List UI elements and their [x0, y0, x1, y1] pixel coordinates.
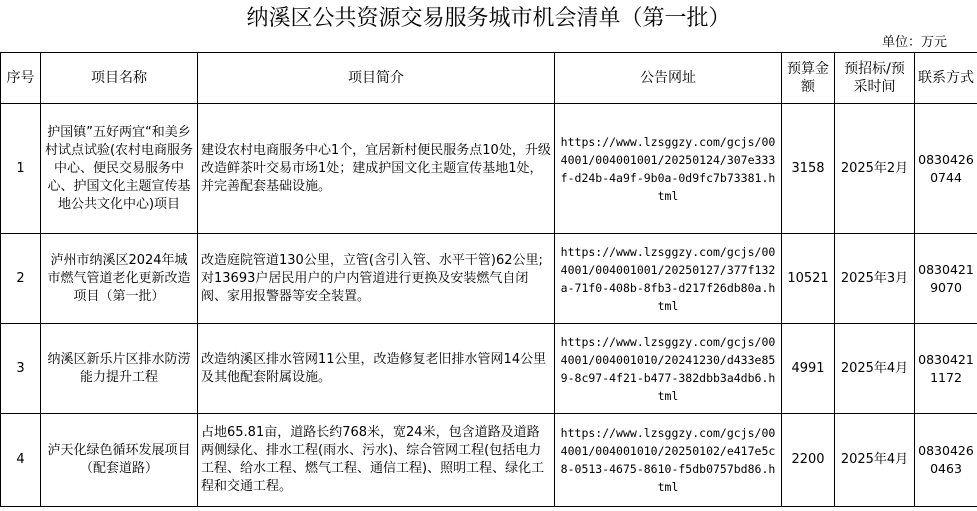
cell-contact[interactable]: 08304260463	[915, 414, 977, 507]
header-index[interactable]: 序号	[1, 53, 41, 104]
cell-url[interactable]: https://www.lzsggzy.com/gcjs/004001/004001010/20250102/e417e5c8-0513-4675-8610-f5db0757bd86.html	[555, 414, 782, 507]
table-row	[1, 414, 977, 507]
cell-contact[interactable]: 08304219070	[915, 234, 977, 324]
table-row	[1, 234, 977, 324]
cell-budget[interactable]: 4991	[782, 324, 835, 414]
cell-name[interactable]: 泸州市纳溪区2024年城市燃气管道老化更新改造项目（第一批）	[41, 234, 198, 324]
cell-description[interactable]: 建设农村电商服务中心1个，宜居新村便民服务点10处，升级改造鲜茶叶交易市场1处；建成护国文化主题宣传基地1处，并完善配套基础设施。	[198, 104, 555, 234]
header-time[interactable]: 预招标/预采时间	[835, 53, 915, 104]
document-title: 纳溪区公共资源交易服务城市机会清单（第一批）	[246, 6, 731, 31]
table-row	[1, 324, 977, 414]
cell-budget[interactable]: 2200	[782, 414, 835, 507]
cell-budget[interactable]: 3158	[782, 104, 835, 234]
cell-description[interactable]: 改造庭院管道130公里，立管(含引入管、水平干管)62公里;对13693户居民用户的户内管道进行更换及安装燃气自闭阀、家用报警器等安全装置。	[198, 234, 555, 324]
cell-time[interactable]: 2025年3月	[835, 234, 915, 324]
project-table	[0, 52, 977, 507]
cell-name[interactable]: 护国镇”五好两宜“和美乡村试点试验(农村电商服务中心、便民交易服务中心、护国文化主题宣传基地公共文化中心)项目	[41, 104, 198, 234]
cell-description[interactable]: 改造纳溪区排水管网11公里，改造修复老旧排水管网14公里及其他配套附属设施。	[198, 324, 555, 414]
cell-url[interactable]: https://www.lzsggzy.com/gcjs/004001/004001010/20241230/d433e859-8c97-4f21-b477-382dbb3a4db6.html	[555, 324, 782, 414]
cell-index[interactable]: 4	[1, 414, 41, 507]
cell-contact[interactable]: 08304260744	[915, 104, 977, 234]
cell-budget[interactable]: 10521	[782, 234, 835, 324]
cell-index[interactable]: 3	[1, 324, 41, 414]
table-row	[1, 104, 977, 234]
header-budget[interactable]: 预算金额	[782, 53, 835, 104]
cell-description[interactable]: 占地65.81亩，道路长约768米，宽24米，包含道路及道路两侧绿化、排水工程(雨水、污水)、综合管网工程(包括电力工程、给水工程、燃气工程、通信工程)、照明工程、绿化工程和交通工程。	[198, 414, 555, 507]
cell-contact[interactable]: 08304211172	[915, 324, 977, 414]
cell-time[interactable]: 2025年2月	[835, 104, 915, 234]
cell-time[interactable]: 2025年4月	[835, 324, 915, 414]
header-contact[interactable]: 联系方式	[915, 53, 977, 104]
unit-label: 单位：万元	[881, 35, 947, 50]
cell-index[interactable]: 2	[1, 234, 41, 324]
cell-name[interactable]: 泸天化绿色循环发展项目（配套道路）	[41, 414, 198, 507]
cell-url[interactable]: https://www.lzsggzy.com/gcjs/004001/004001001/20250127/377f132a-71f0-408b-8fb3-d217f26db80a.html	[555, 234, 782, 324]
cell-url[interactable]: https://www.lzsggzy.com/gcjs/004001/004001001/20250124/307e333f-d24b-4a9f-9b0a-0d9fc7b73381.html	[555, 104, 782, 234]
header-url[interactable]: 公告网址	[555, 53, 782, 104]
header-row	[1, 53, 977, 104]
cell-time[interactable]: 2025年4月	[835, 414, 915, 507]
cell-name[interactable]: 纳溪区新乐片区排水防涝能力提升工程	[41, 324, 198, 414]
header-description[interactable]: 项目简介	[198, 53, 555, 104]
cell-index[interactable]: 1	[1, 104, 41, 234]
header-name[interactable]: 项目名称	[41, 53, 198, 104]
